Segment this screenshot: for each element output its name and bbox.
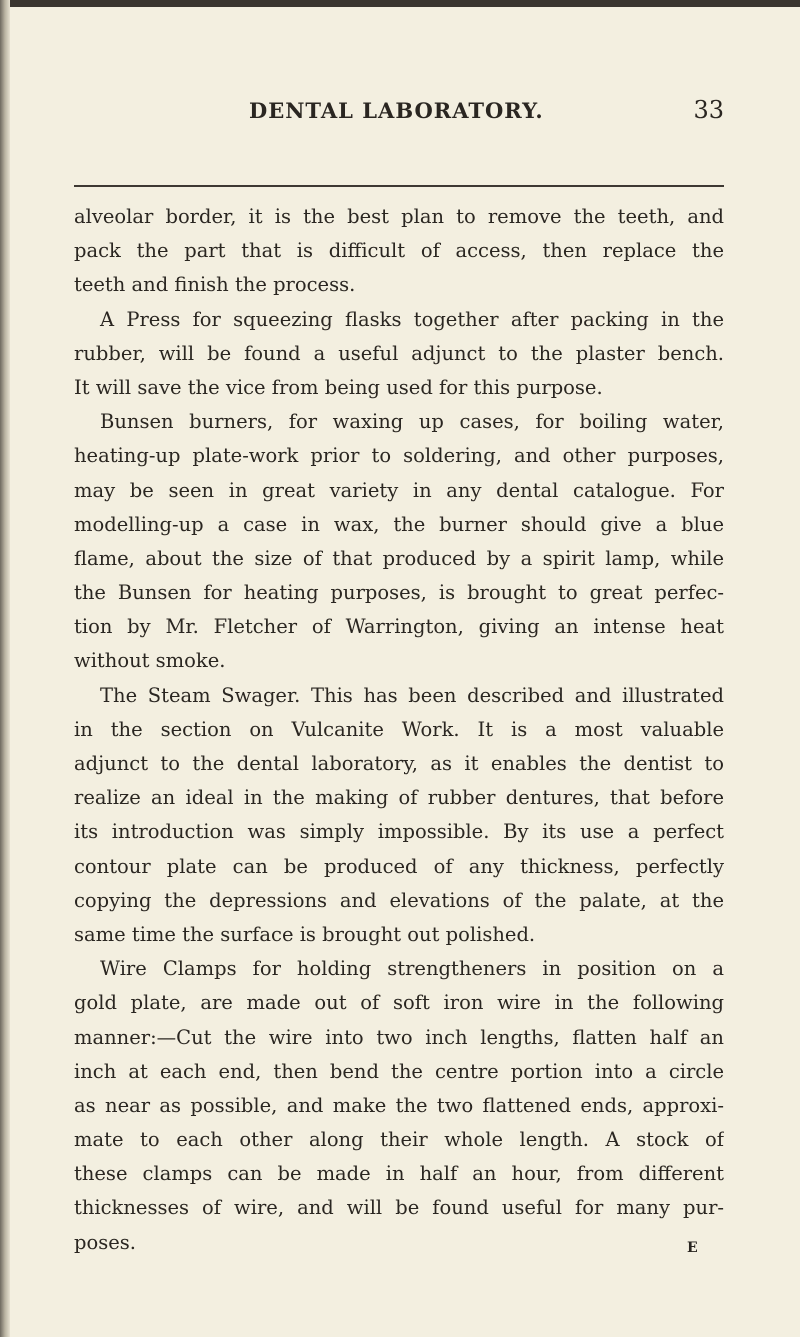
text-line: without smoke.: [74, 649, 226, 673]
text-line: contour plate can be produced of any thickness, perfectly: [74, 854, 724, 878]
page-binding-edge: [0, 0, 10, 1337]
text-line: It will save the vice from being used for this purpose.: [74, 375, 603, 399]
text-line: in the section on Vulcanite Work. It is a most valuable: [74, 717, 724, 741]
text-line: mate to each other along their whole length. A stock of: [74, 1128, 724, 1152]
page-top-edge: [0, 0, 800, 7]
text-line: Bunsen burners, for waxing up cases, for boiling water,: [100, 410, 724, 434]
signature-mark: E: [687, 1240, 698, 1256]
text-line: heating-up plate-work prior to soldering, and other purposes,: [74, 444, 724, 468]
body-text: [74, 200, 724, 1260]
text-line: realize an ideal in the making of rubber dentures, that before: [74, 786, 724, 810]
text-line: teeth and finish the process.: [74, 273, 356, 297]
text-line: inch at each end, then bend the centre portion into a circle: [74, 1059, 724, 1083]
text-line: the Bunsen for heating purposes, is brought to great perfec-: [74, 581, 724, 605]
text-line: as near as possible, and make the two flattened ends, approxi-: [74, 1093, 724, 1117]
text-line: these clamps can be made in half an hour, from different: [74, 1162, 724, 1186]
header-rule: [74, 185, 724, 187]
text-line: A Press for squeezing flasks together after packing in the: [100, 307, 724, 331]
text-line: tion by Mr. Fletcher of Warrington, giving an intense heat: [74, 615, 724, 639]
text-line: alveolar border, it is the best plan to remove the teeth, and: [74, 205, 724, 228]
running-head-title: DENTAL LABORATORY.: [249, 98, 544, 123]
text-line: copying the depressions and elevations of the palate, at the: [74, 888, 724, 912]
text-line: gold plate, are made out of soft iron wire in the following: [74, 991, 724, 1015]
text-line: same time the surface is brought out polished.: [74, 922, 536, 946]
text-line: may be seen in great variety in any dental catalogue. For: [74, 478, 724, 502]
text-line: flame, about the size of that produced by a spirit lamp, while: [74, 546, 724, 570]
text-line: its introduction was simply impossible. By its use a perfect: [74, 820, 724, 844]
page-number: 33: [693, 96, 724, 124]
text-line: adjunct to the dental laboratory, as it enables the dentist to: [74, 752, 724, 775]
text-line: poses.: [74, 1230, 136, 1254]
text-line: manner:—Cut the wire into two inch lengths, flatten half an: [74, 1025, 724, 1049]
running-head: [74, 96, 724, 130]
text-line: The Steam Swager. This has been described and illustrated: [100, 683, 724, 707]
text-line: Wire Clamps for holding strengtheners in position on a: [100, 957, 724, 981]
text-line: modelling-up a case in wax, the burner should give a blue: [74, 512, 724, 536]
text-line: pack the part that is difficult of access, then replace the: [74, 239, 724, 263]
text-line: thicknesses of wire, and will be found useful for many pur-: [74, 1196, 724, 1220]
text-line: rubber, will be found a useful adjunct to the plaster bench.: [74, 341, 724, 365]
